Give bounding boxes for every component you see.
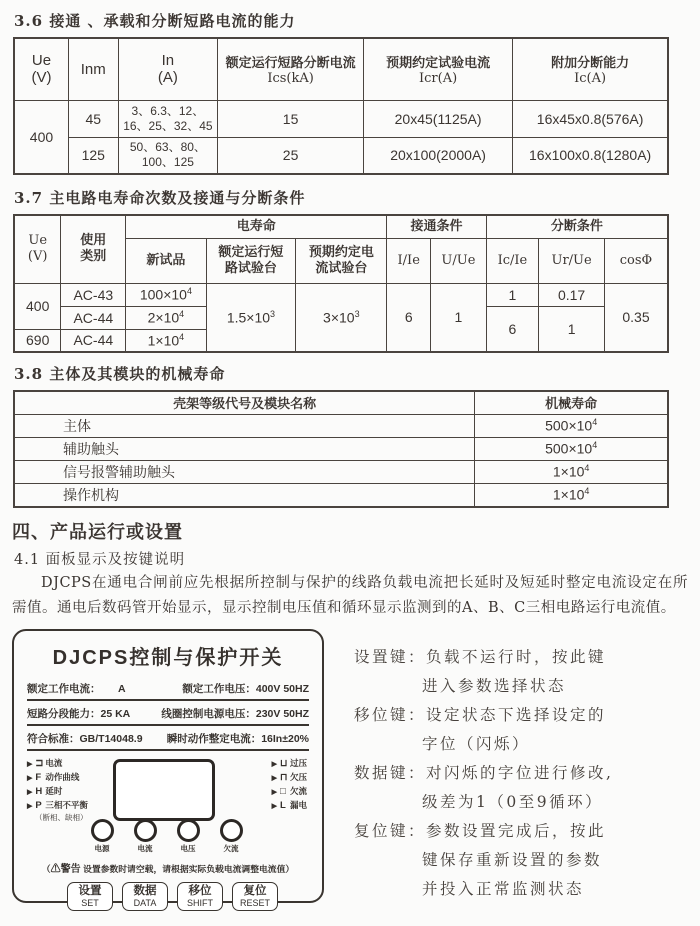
triangle-icon: ▶ — [27, 760, 33, 768]
warning-icon: ⚠ — [50, 863, 61, 875]
col-new-sample: 新试品 — [126, 238, 206, 283]
cell-class: AC-44 — [61, 306, 126, 329]
section-3-6-title: 3.6 接通 、承载和分断短路电流的能力 — [14, 12, 296, 30]
col-ue: Ue (V) — [14, 38, 68, 100]
current-lamp-icon — [134, 819, 157, 842]
cell-ue: 400 — [14, 283, 61, 329]
cell-module: 辅助触头 — [14, 437, 475, 460]
cell-inm: 125 — [68, 137, 118, 174]
triangle-icon: ▶ — [27, 802, 33, 810]
section-3-8-title: 3.8 主体及其模块的机械寿命 — [14, 365, 226, 383]
indicator-undercurrent: ▶ □ 欠流 — [271, 785, 307, 797]
triangle-icon: ▶ — [271, 802, 277, 810]
cell-i-ie: 6 — [387, 283, 431, 352]
table-row — [14, 100, 668, 137]
digital-display — [113, 759, 215, 821]
col-group-off: 分断条件 — [486, 215, 668, 238]
indicator-curve: ▶ F 动作曲线 — [27, 771, 80, 783]
shift-button: 移位 SHIFT — [177, 882, 223, 911]
col-mech-life: 机械寿命 — [475, 391, 668, 414]
indicator-zone — [27, 757, 309, 821]
triangle-icon: ▶ — [27, 774, 33, 782]
cell-icr: 20x45(1125A) — [363, 100, 512, 137]
col-group-life: 电寿命 — [126, 215, 387, 238]
right-indicator-list — [272, 757, 307, 813]
table-row — [14, 137, 668, 174]
col-i-ie: I/Ie — [387, 238, 431, 283]
table-row — [14, 437, 668, 460]
segment-symbol-icon: □ — [279, 785, 286, 797]
cell-class: AC-44 — [61, 329, 126, 352]
cell-ic-ie: 6 — [486, 306, 538, 352]
table-row — [14, 460, 668, 483]
key-set-desc: 设置键： 负载不运行时，按此键 进入参数选择状态 — [354, 647, 607, 695]
cell-module: 信号报警辅助触头 — [14, 460, 475, 483]
cell-rated: $1.5\times 10^3$ — [206, 283, 296, 352]
panel-and-keys — [12, 629, 688, 908]
undercurrent-lamp-icon — [220, 819, 243, 842]
lamp-voltage: 电压 — [171, 819, 205, 854]
col-ics: 额定运行短路分断电流 Ics(kA) — [218, 38, 364, 100]
spec-instant-setting: 瞬时动作整定电流：16In±20% — [166, 732, 309, 745]
data-button: 数据 DATA — [122, 882, 168, 911]
spec-coil-voltage: 线圈控制电源电压：230V 50HZ — [161, 707, 309, 720]
cell-ue: 400 — [14, 100, 68, 174]
table-mechanical-life — [13, 390, 669, 508]
device-panel-illustration — [12, 629, 324, 908]
col-ur-ue: Ur/Ue — [539, 238, 605, 283]
lamp-power: 电源 — [85, 819, 119, 854]
indicator-leakage: ▶ L 漏电 — [271, 799, 307, 811]
section-3-7-title: 3.7 主电路电寿命次数及接通与分断条件 — [14, 189, 306, 207]
cell-u-ue: 1 — [431, 283, 487, 352]
segment-symbol-icon: L — [279, 799, 286, 811]
key-descriptions — [354, 643, 613, 904]
col-expected-bench: 预期约定电 流试验台 — [296, 238, 387, 283]
table-short-circuit-capacity — [13, 37, 669, 175]
lamp-undercurrent: 欠流 — [214, 819, 248, 854]
cell-ic: 16x45x0.8(576A) — [513, 100, 668, 137]
cell-new: $1\times 10^4$ — [126, 329, 206, 352]
col-ic-ie: Ic/Ie — [486, 238, 538, 283]
cell-ics: 25 — [218, 137, 364, 174]
cell-life: $1\times 10^4$ — [475, 483, 668, 507]
indicator-overvoltage: ▶ ⊔ 过压 — [271, 757, 307, 769]
col-inm: Inm — [68, 38, 118, 100]
col-cos: cosΦ — [605, 238, 668, 283]
power-lamp-icon — [91, 819, 114, 842]
panel-title: DJCPS控制与保护开关 — [52, 646, 284, 669]
indicator-delay: ▶ H 延时 — [27, 785, 63, 797]
indicator-note: （断相、缺相） — [35, 812, 88, 822]
col-module-name: 壳架等级代号及模块名称 — [14, 391, 475, 414]
triangle-icon: ▶ — [27, 788, 33, 796]
voltage-lamp-icon — [177, 819, 200, 842]
col-in: In (A) — [118, 38, 218, 100]
table-row — [14, 414, 668, 437]
cell-expected: $3\times 10^3$ — [296, 283, 387, 352]
table-row — [14, 283, 668, 306]
indicator-undervoltage: ▶ ⊓ 欠压 — [271, 771, 307, 783]
cell-class: AC-43 — [61, 283, 126, 306]
key-data-desc: 数据键： 对闪烁的字位进行修改, 级差为1（0至9循环） — [354, 763, 614, 811]
cell-module: 操作机构 — [14, 483, 475, 507]
col-rated-bench: 额定运行短 路试验台 — [206, 238, 296, 283]
col-icr: 预期约定试验电流 Icr(A) — [363, 38, 512, 100]
cell-ics: 15 — [218, 100, 364, 137]
key-shift-desc: 移位键： 设定状态下选择设定的 字位（闪烁） — [354, 705, 607, 753]
segment-symbol-icon: ⊓ — [279, 771, 288, 783]
segment-symbol-icon: ⊔ — [279, 757, 288, 769]
cell-ur-ue: 1 — [539, 306, 605, 352]
table-electrical-life — [13, 214, 669, 353]
triangle-icon: ▶ — [271, 788, 277, 796]
reset-button: 复位 RESET — [232, 882, 278, 911]
cell-ic-ie: 1 — [486, 283, 538, 306]
triangle-icon: ▶ — [271, 760, 277, 768]
cell-ue: 690 — [14, 329, 61, 352]
panel-spec-row — [27, 726, 309, 751]
spec-standard: 符合标准：GB/T14048.9 — [27, 732, 143, 745]
spec-breaking-capacity: 短路分段能力：25 KA — [27, 707, 131, 720]
col-ue: Ue (V) — [14, 215, 61, 283]
cell-life: $500\times 10^4$ — [475, 414, 668, 437]
cell-life: $500\times 10^4$ — [475, 437, 668, 460]
cell-icr: 20x100(2000A) — [363, 137, 512, 174]
lamp-current: 电流 — [128, 819, 162, 854]
col-ic: 附加分断能力 Ic(A) — [513, 38, 668, 100]
panel-warning: （⚠警告 设置参数时请空载，请根据实际负载电流调整电流值） — [41, 863, 295, 875]
spec-rated-voltage: 额定工作电压：400V 50HZ — [182, 682, 309, 695]
col-u-ue: U/Ue — [431, 238, 487, 283]
left-indicator-list — [27, 757, 88, 823]
cell-ic: 16x100x0.8(1280A) — [513, 137, 668, 174]
cell-new: $100\times 10^4$ — [126, 283, 206, 306]
cell-in: 3、6.3、12、16、25、32、45 — [118, 100, 218, 137]
cell-in: 50、63、80、100、125 — [118, 137, 218, 174]
panel-button-row — [27, 882, 309, 911]
section-4-1-title: 4.1 面板显示及按键说明 — [14, 551, 186, 568]
spec-rated-current: 额定工作电流： A — [27, 682, 126, 695]
panel-spec-row — [27, 676, 309, 701]
cell-cos: 0.35 — [605, 283, 668, 352]
triangle-icon: ▶ — [271, 774, 277, 782]
segment-symbol-icon: ⊐ — [35, 757, 44, 769]
lamp-row — [27, 819, 309, 854]
set-button: 设置 SET — [67, 882, 113, 911]
panel-spec-row — [27, 701, 309, 726]
segment-symbol-icon: F — [35, 771, 42, 783]
cell-new: $2\times 10^4$ — [126, 306, 206, 329]
section-4-1-paragraph: DJCPS在通电合闸前应先根据所控制与保护的线路负载电流把长延时及短延时整定电流设定在所需值。通电后数码管开始显示，显示控制电压值和循环显示监测到的A、B、C三相电路运行电流值。 — [12, 574, 688, 616]
indicator-current: ▶ ⊐ 电流 — [27, 757, 63, 769]
cell-module: 主体 — [14, 414, 475, 437]
col-group-on: 接通条件 — [387, 215, 486, 238]
segment-symbol-icon: H — [35, 785, 43, 797]
section-4-heading: 四、产品运行或设置 — [12, 521, 183, 542]
table-row — [14, 483, 668, 507]
segment-symbol-icon: P — [35, 799, 42, 811]
indicator-phase-unbalance: ▶ P 三相不平衡 — [27, 799, 88, 811]
cell-life: $1\times 10^4$ — [475, 460, 668, 483]
cell-inm: 45 — [68, 100, 118, 137]
col-use-class: 使用 类别 — [61, 215, 126, 283]
key-reset-desc: 复位键： 参数设置完成后，按此 键保存重新设置的参数 并投入正常监测状态 — [354, 821, 607, 898]
cell-ur-ue: 0.17 — [539, 283, 605, 306]
